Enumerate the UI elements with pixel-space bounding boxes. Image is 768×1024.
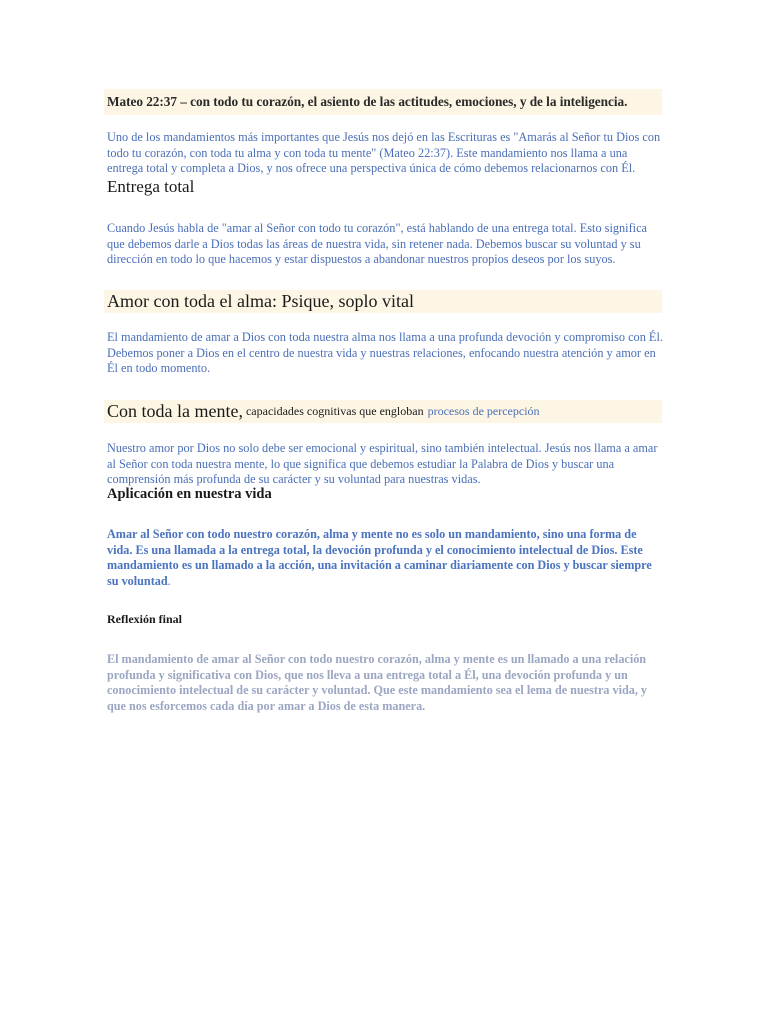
document-title	[104, 89, 662, 115]
heading-entrega-total: Entrega total	[107, 177, 195, 196]
heading-toda-la-mente	[104, 400, 662, 423]
heading-mente-sub-blue: procesos de percepción	[427, 404, 540, 418]
entrega-paragraph: Cuando Jesús habla de "amar al Señor con todo tu corazón", está hablando de una entrega total. Esto significa que debemos darle a Dios todas las áreas de nuestra vida, sin retener nada. Debemos buscar su voluntad y su dirección en todo lo que hacemos y estar dispuestos a abandonar nuestros propios deseos por los suyos.	[107, 221, 648, 266]
intro-paragraph: Uno de los mandamientos más importantes que Jesús nos dejó en las Escrituras es "Amarás al Señor tu Dios con todo tu corazón, con toda tu alma y con toda tu mente" (Mateo 22:37). Este mandamiento nos llama a una entrega total y completa a Dios, y nos ofrece una perspectiva única de cómo debemos relacionarnos con Él.	[107, 130, 661, 175]
aplicacion-paragraph	[107, 527, 663, 589]
heading-amor-alma-text: Amor con toda el alma: Psique, soplo vital	[107, 291, 414, 311]
heading-amor-alma	[104, 290, 662, 313]
heading-mente-sub-dark: capacidades cognitivas que engloban	[245, 404, 424, 418]
document-title-text: Mateo 22:37 – con todo tu corazón, el asiento de las actitudes, emociones, y de la inteligencia.	[107, 94, 628, 109]
aplicacion-paragraph-end: .	[167, 573, 171, 588]
alma-paragraph: El mandamiento de amar a Dios con toda nuestra alma nos llama a una profunda devoción y compromiso con Él. Debemos poner a Dios en el centro de nuestra vida y nuestras relaciones, enfocando nuestra atención y amor en Él en todo momento.	[107, 330, 663, 375]
heading-mente-main: Con toda la mente,	[107, 401, 243, 421]
heading-reflexion-final: Reflexión final	[107, 612, 182, 626]
heading-aplicacion: Aplicación en nuestra vida	[107, 486, 272, 502]
aplicacion-paragraph-text: Amar al Señor con todo nuestro corazón, alma y mente no es solo un mandamiento, sino una forma de vida. Es una llamada a la entrega total, la devoción profunda y el conocimiento intelectual de Dios. Este mandamiento es un llamado a la acción, una invitación a caminar diariamente con Dios y buscar siempre su voluntad	[107, 527, 652, 588]
reflexion-paragraph: El mandamiento de amar al Señor con todo nuestro corazón, alma y mente es un llamado a una relación profunda y significativa con Dios, que nos lleva a una entrega total a Él, una devoción profunda y un conocimiento intelectual de su carácter y voluntad. Que este mandamiento sea el lema de nuestra vida, y que nos esforcemos cada día por amar a Dios de esta manera.	[107, 652, 648, 713]
mente-paragraph: Nuestro amor por Dios no solo debe ser emocional y espiritual, sino también intelectual. Jesús nos llama a amar al Señor con toda nuestra mente, lo que significa que debemos estudiar la Palabra de Dios y buscar una comprensión más profunda de su carácter y su voluntad para nuestras vidas.	[107, 441, 658, 486]
